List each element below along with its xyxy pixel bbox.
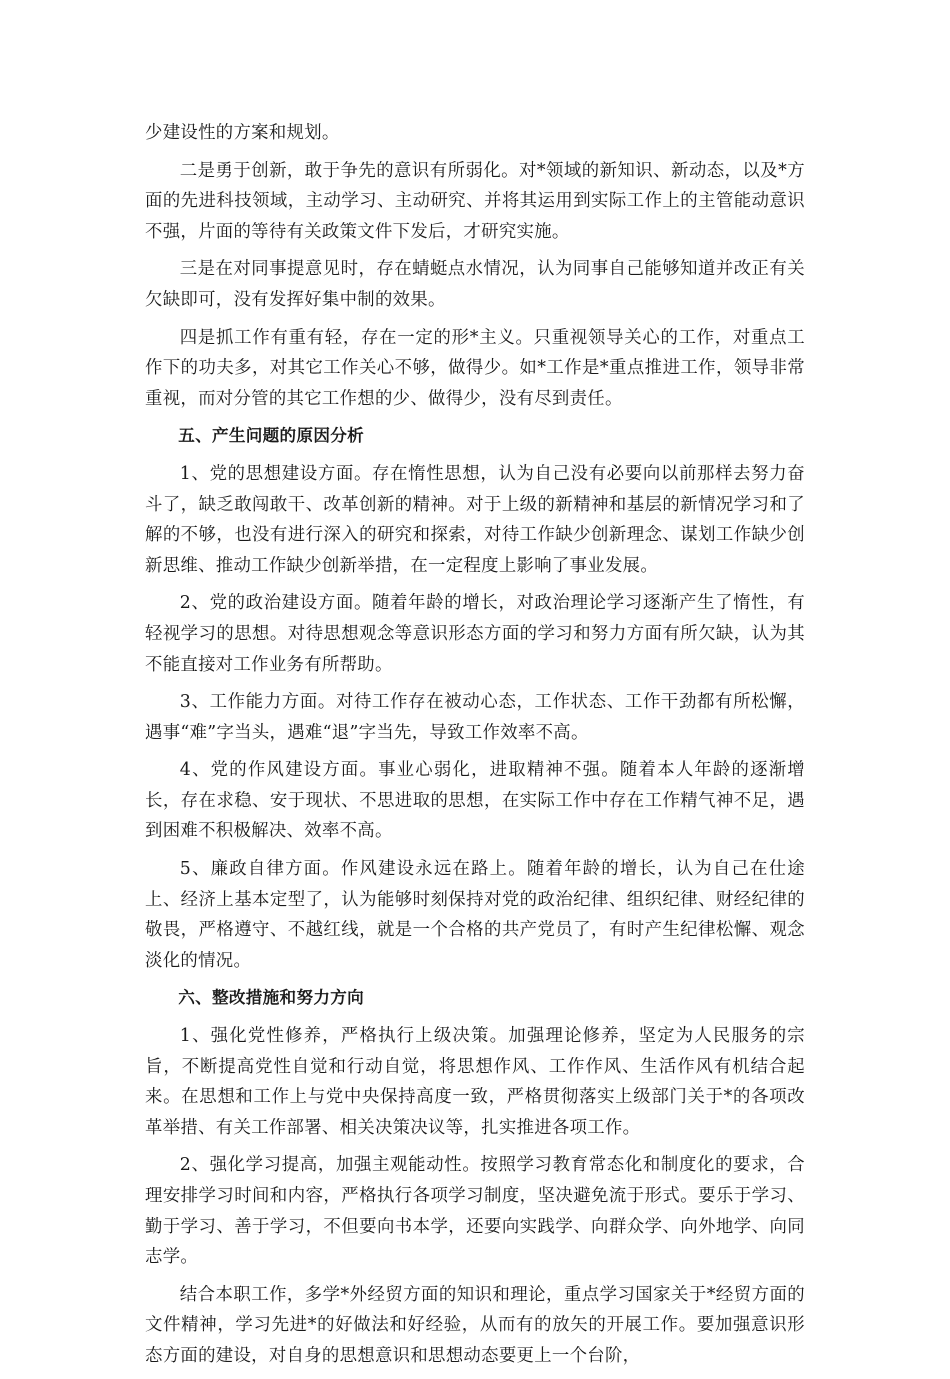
- paragraph-innovation-awareness: 二是勇于创新，敢于争先的意识有所弱化。对*领域的新知识、新动态，以及*方面的先进科技领域，主动学习、主动研究、并将其运用到实际工作上的主管能动意识不强，片面的等待有关政策文件下发后，才研究实施。: [145, 160, 805, 242]
- paragraph-criticism: 三是在对同事提意见时，存在蜻蜓点水情况，认为同事自己能够知道并改正有关欠缺即可，没有发挥好集中制的效果。: [145, 259, 805, 310]
- paragraph-job-study: 结合本职工作，多学*外经贸方面的知识和理论，重点学习国家关于*经贸方面的文件精神，学习先进*的好做法和好经验，从而有的放矢的开展工作。要加强意识形态方面的建设，对自身的思想意识和思想动态要更上一个台阶，: [145, 1284, 805, 1366]
- paragraph-work-ability: 3、工作能力方面。对待工作存在被动心态，工作状态、工作干劲都有所松懈，遇事“难”字当头，遇难“退”字当先，导致工作效率不高。: [145, 692, 805, 743]
- paragraph-integrity-discipline: 5、廉政自律方面。作风建设永远在路上。随着年龄的增长，认为自己在仕途上、经济上基本定型了，认为能够时刻保持对党的政治纪律、组织纪律、财经纪律的敬畏，严格遵守、不越红线，就是一个合格的共产党员了，有时产生纪律松懈、观念淡化的情况。: [145, 859, 805, 971]
- paragraph-study-improvement: 2、强化学习提高，加强主观能动性。按照学习教育常态化和制度化的要求，合理安排学习时间和内容，严格执行各项学习制度，坚决避免流于形式。要乐于学习、勤于学习、善于学习，不但要向书本学，还要向实践学、向群众学、向外地学、向同志学。: [145, 1155, 805, 1268]
- paragraph-party-spirit: 1、强化党性修养，严格执行上级决策。加强理论修养，坚定为人民服务的宗旨，不断提高党性自觉和行动自觉，将思想作风、工作作风、生活作风有机结合起来。在思想和工作上与党中央保持高度一致，严格贯彻落实上级部门关于*的各项改革举措、有关工作部署、相关决策决议等，扎实推进各项工作。: [145, 1026, 805, 1138]
- paragraph-style-building: 4、党的作风建设方面。事业心弱化，进取精神不强。随着本人年龄的逐渐增长，存在求稳、安于现状、不思进取的思想，在实际工作中存在工作精气神不足，遇到困难不积极解决、效率不高。: [145, 760, 805, 842]
- paragraph-continuation: 少建设性的方案和规划。: [145, 123, 340, 143]
- paragraph-ideological-building: 1、党的思想建设方面。存在惰性思想，认为自己没有必要向以前那样去努力奋斗了，缺乏敢闯敢干、改革创新的精神。对于上级的新精神和基层的新情况学习和了解的不够，也没有进行深入的研究和探索，对待工作缺少创新理念、谋划工作缺少创新思维、推动工作缺少创新举措，在一定程度上影响了事业发展。: [145, 463, 805, 576]
- document-page: [145, 118, 805, 1379]
- paragraph-political-building: 2、党的政治建设方面。随着年龄的增长，对政治理论学习逐渐产生了惰性，有轻视学习的思想。对待思想观念等意识形态方面的学习和努力方面有所欠缺，认为其不能直接对工作业务有所帮助。: [145, 593, 805, 675]
- section-heading-cause-analysis: 五、产生问题的原因分析: [178, 426, 365, 446]
- section-heading-rectification: 六、整改措施和努力方向: [178, 988, 365, 1008]
- paragraph-work-priorities: 四是抓工作有重有轻，存在一定的形*主义。只重视领导关心的工作，对重点工作下的功夫多，对其它工作关心不够，做得少。如*工作是*重点推进工作，领导非常重视，而对分管的其它工作想的少、做得少，没有尽到责任。: [145, 327, 805, 409]
